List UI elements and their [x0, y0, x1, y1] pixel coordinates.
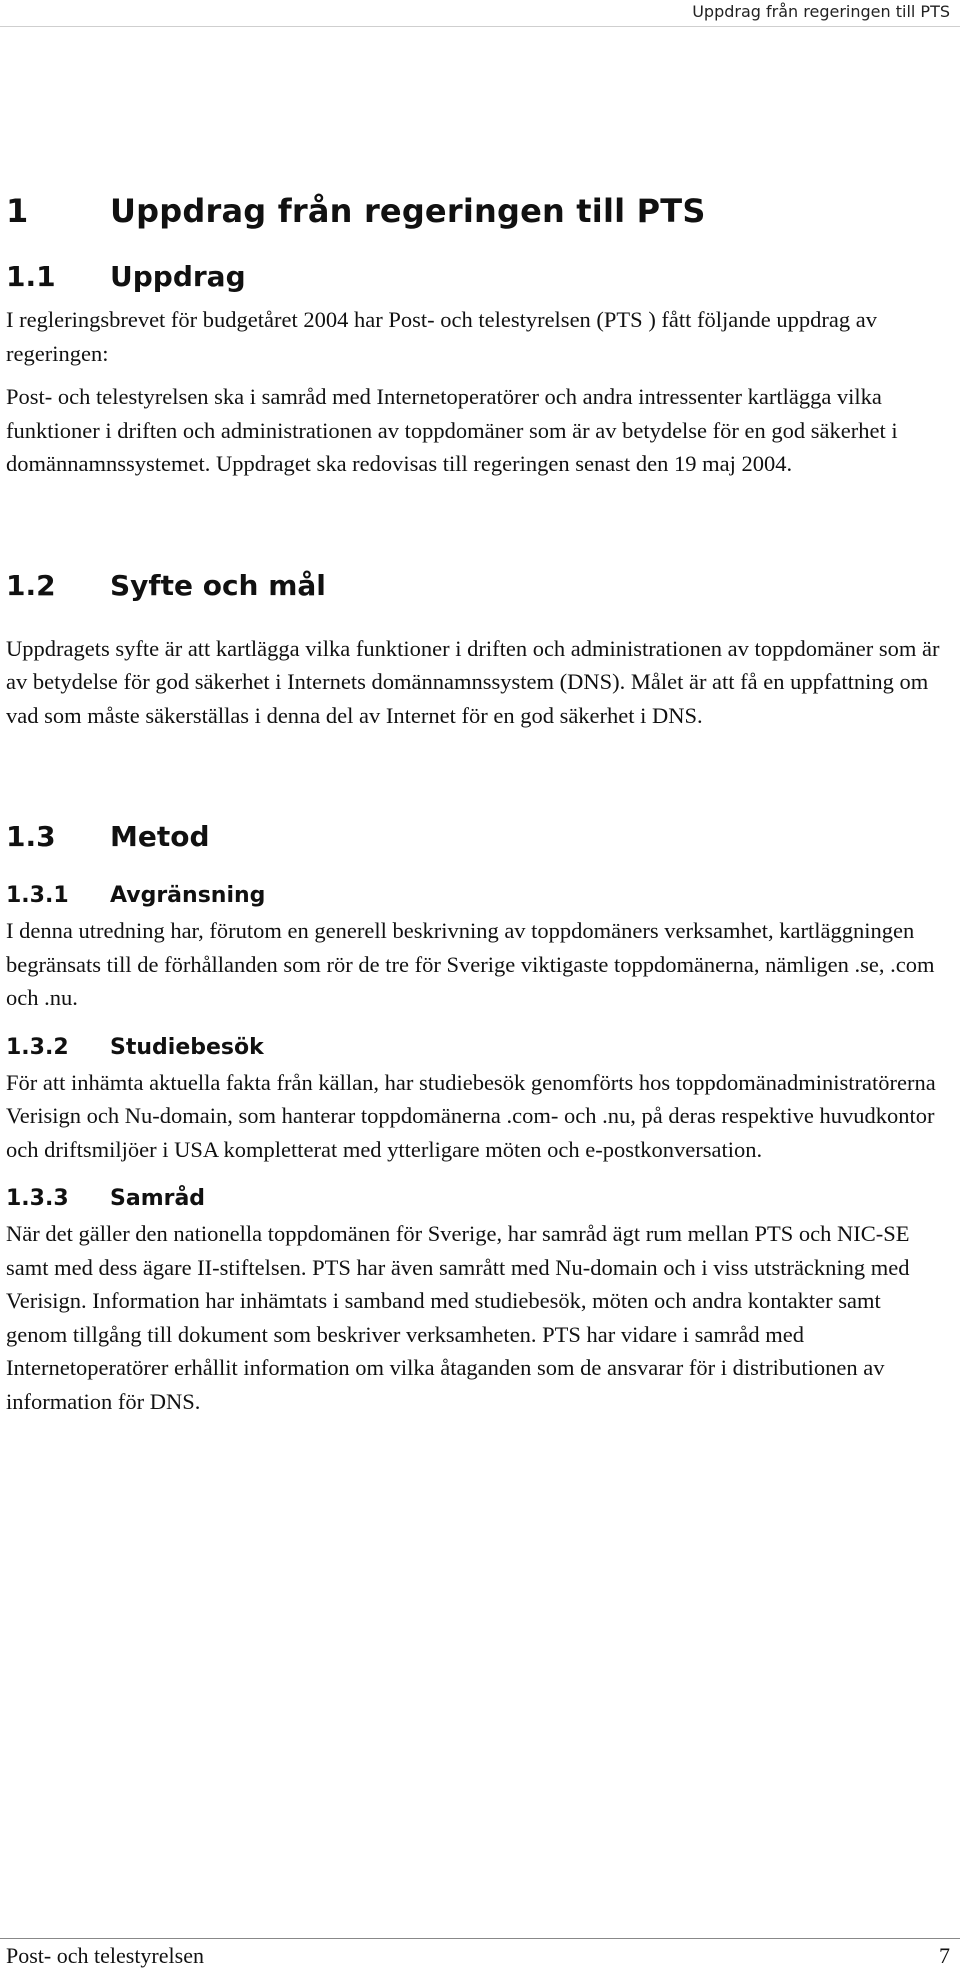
chapter-number: 1: [6, 192, 29, 230]
subsection-title: Studiebesök: [110, 1034, 264, 1060]
paragraph: Uppdragets syfte är att kartlägga vilka funktioner i driften och administrationen av toppdomäner som är av betydelse för god säkerhet i Internets domännamnssystem (DNS). Målet är att få en uppfattning om vad som måste säkerställas i denna del av Internet för en god säkerhet i DNS.: [6, 635, 940, 728]
chapter-title: Uppdrag från regeringen till PTS: [110, 192, 706, 230]
subsection-1-3-3: [6, 1186, 946, 1418]
section-1-2: [6, 569, 946, 733]
section-1-1: [6, 260, 946, 481]
subsection-title: Samråd: [110, 1186, 206, 1211]
section-number: 1.3: [6, 820, 56, 853]
subsection-heading: [6, 1035, 946, 1060]
footer-organization: Post- och telestyrelsen: [6, 1943, 204, 1968]
section-heading: [6, 820, 946, 853]
subsection-number: 1.3.1: [6, 883, 69, 908]
subsection-number: 1.3.3: [6, 1186, 69, 1211]
section-number: 1.1: [6, 260, 56, 293]
section-title: Syfte och mål: [110, 568, 326, 602]
section-title: Metod: [110, 820, 210, 853]
subsection-heading: [6, 883, 946, 908]
running-header-title: Uppdrag från regeringen till PTS: [692, 2, 950, 21]
subsection-1-3-2: [6, 1035, 946, 1167]
section-heading: [6, 260, 946, 293]
paragraph: När det gäller den nationella toppdomänen för Sverige, har samråd ägt rum mellan PTS och NIC-SE samt med dess ägare II-stiftelsen. PTS har även samrått med Nu-domain och i viss utsträckning med Verisign. Information har inhämtats i samband med studiebesök, möten och andra kontakter samt genom tillgång till dokument som beskriver verksamheten. PTS har vidare i samråd med Internetoperatörer erhållit information om vilka åtaganden som de ansvarar för i distributionen av information för DNS.: [6, 1221, 910, 1414]
section-heading: [6, 569, 946, 602]
paragraph: Post- och telestyrelsen ska i samråd med Internetoperatörer och andra intressenter kartlägga vilka funktioner i driften och administrationen av toppdomäner som är av betydelse för en god säkerhet i domännamnssystemet. Uppdraget ska redovisas till regeringen senast den 19 maj 2004.: [6, 384, 898, 476]
subsection-number: 1.3.2: [6, 1034, 69, 1060]
subsection-1-3-1: [6, 883, 946, 1015]
subsection-heading: [6, 1186, 946, 1211]
document-body: [6, 192, 946, 1418]
running-header: [0, 0, 960, 27]
section-1-3: [6, 820, 946, 1418]
chapter-heading: [6, 192, 946, 230]
subsection-title: Avgränsning: [110, 883, 266, 908]
paragraph: För att inhämta aktuella fakta från källan, har studiebesök genomförts hos toppdomänadministratörerna Verisign och Nu-domain, som hanterar toppdomänerna .com- och .nu, på deras respektive huvudkontor och driftsmiljöer i USA kompletterat med ytterligare möten och e-postkonversation.: [6, 1069, 936, 1162]
section-number: 1.2: [6, 568, 56, 602]
running-footer: [0, 1938, 960, 1969]
paragraph: I denna utredning har, förutom en generell beskrivning av toppdomäners verksamhet, kartläggningen begränsats till de förhållanden som rör de tre för Sverige viktigaste toppdomänerna, nämligen .se, .com och .nu.: [6, 918, 935, 1010]
page-number: 7: [939, 1943, 950, 1968]
section-title: Uppdrag: [110, 260, 246, 293]
paragraph: I regleringsbrevet för budgetåret 2004 har Post- och telestyrelsen (PTS ) fått följande uppdrag av regeringen:: [6, 307, 877, 366]
